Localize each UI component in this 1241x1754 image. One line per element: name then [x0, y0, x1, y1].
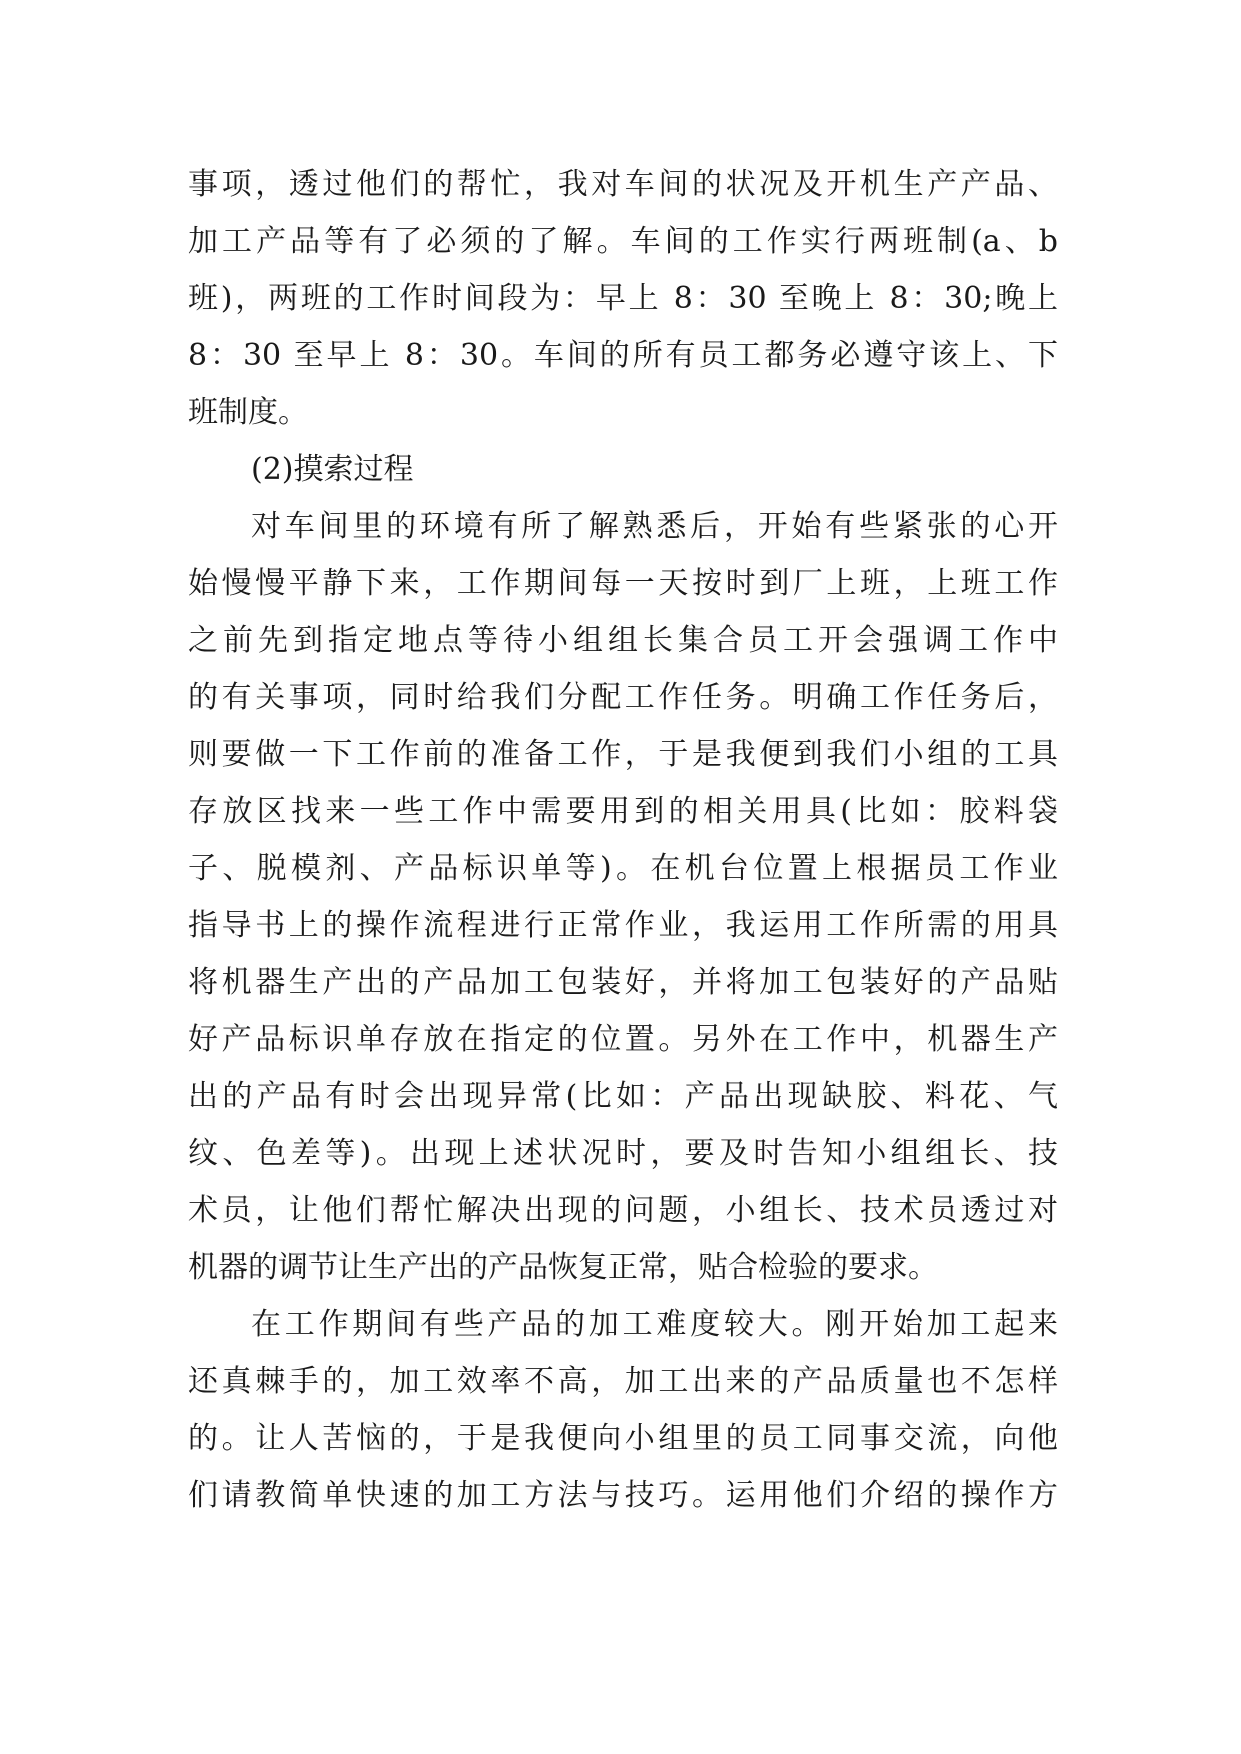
text-line: 加工产品等有了必须的了解。车间的工作实行两班制(a、b — [188, 224, 1058, 259]
text-line: 之前先到指定地点等待小组组长集合员工开会强调工作中 — [188, 623, 1058, 658]
text-line: 将机器生产出的产品加工包装好，并将加工包装好的产品贴 — [188, 965, 1058, 1000]
paragraph-3 — [188, 1296, 1058, 1524]
text-line: 好产品标识单存放在指定的位置。另外在工作中，机器生产 — [188, 1022, 1058, 1057]
text-line: 则要做一下工作前的准备工作，于是我便到我们小组的工具 — [188, 737, 1058, 772]
text-line: 们请教简单快速的加工方法与技巧。运用他们介绍的操作方 — [188, 1478, 1058, 1513]
text-line: 还真棘手的，加工效率不高，加工出来的产品质量也不怎样 — [188, 1364, 1058, 1399]
text-line: 指导书上的操作流程进行正常作业，我运用工作所需的用具 — [188, 908, 1058, 943]
paragraph-1 — [188, 156, 1058, 441]
text-line: 的。让人苦恼的，于是我便向小组里的员工同事交流，向他 — [188, 1421, 1058, 1456]
text-line: 的有关事项，同时给我们分配工作任务。明确工作任务后， — [188, 680, 1058, 715]
document-body — [188, 156, 1058, 1524]
text-line: 术员，让他们帮忙解决出现的问题，小组长、技术员透过对 — [188, 1193, 1058, 1228]
text-line: 存放区找来一些工作中需要用到的相关用具(比如：胶料袋 — [188, 794, 1058, 829]
text-line: 班制度。 — [188, 395, 308, 430]
text-line: 在工作期间有些产品的加工难度较大。刚开始加工起来 — [251, 1307, 1058, 1342]
text-line: 纹、色差等)。出现上述状况时，要及时告知小组组长、技 — [188, 1136, 1058, 1171]
text-line: 事项，透过他们的帮忙，我对车间的状况及开机生产产品、 — [188, 167, 1058, 202]
text-line: 8：30 至早上 8：30。车间的所有员工都务必遵守该上、下 — [188, 338, 1058, 373]
paragraph-2 — [188, 498, 1058, 1296]
text-line: 子、脱模剂、产品标识单等)。在机台位置上根据员工作业 — [188, 851, 1058, 886]
text-line: 出的产品有时会出现异常(比如：产品出现缺胶、料花、气 — [188, 1079, 1058, 1114]
section-heading: (2)摸索过程 — [251, 452, 414, 487]
text-line: 对车间里的环境有所了解熟悉后，开始有些紧张的心开 — [251, 509, 1058, 544]
text-line: 始慢慢平静下来，工作期间每一天按时到厂上班，上班工作 — [188, 566, 1058, 601]
text-line: 机器的调节让生产出的产品恢复正常，贴合检验的要求。 — [188, 1250, 938, 1285]
text-line: 班)，两班的工作时间段为：早上 8：30 至晚上 8：30;晚上 — [188, 281, 1058, 316]
